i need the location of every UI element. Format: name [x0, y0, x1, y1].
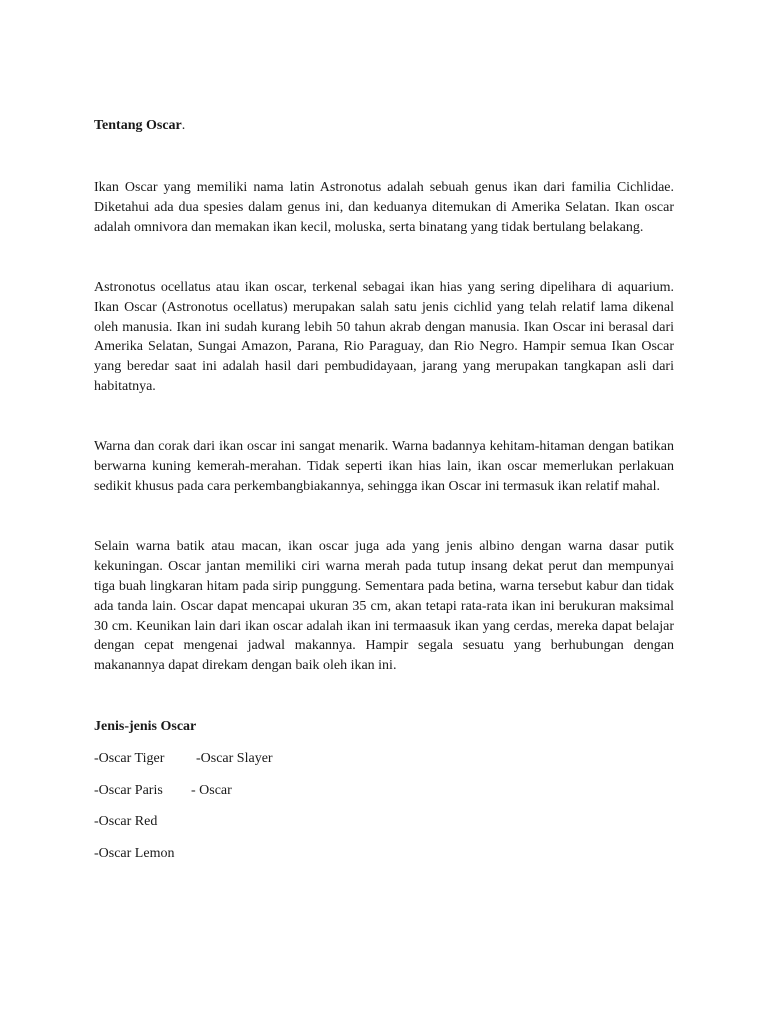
list-item: [94, 844, 674, 864]
list-item: [94, 749, 674, 769]
document-page: [94, 116, 674, 875]
list-item-col1: -Oscar Paris: [94, 782, 163, 798]
heading-tentang-oscar: [94, 116, 674, 136]
heading-jenis-jenis-oscar-text: Jenis-jenis Oscar: [94, 719, 197, 735]
list-item-col2: -Oscar Slayer: [196, 751, 273, 767]
heading-jenis-jenis-oscar: [94, 717, 674, 737]
oscar-types-list: [94, 749, 674, 864]
list-item-col1: -Oscar Tiger: [94, 751, 165, 767]
paragraph-warna-corak: Warna dan corak dari ikan oscar ini sangat menarik. Warna badannya kehitam-hitaman dengan batikan berwarna kuning kemerah-merahan. Tidak seperti ikan hias lain, ikan oscar memerlukan perlakuan sedikit khusus pada cara perkembangbiakannya, sehingga ikan Oscar ini termasuk ikan relatif mahal.: [94, 439, 674, 494]
paragraph-albino-ciri: Selain warna batik atau macan, ikan oscar juga ada yang jenis albino dengan warna dasar putik kekuningan. Oscar jantan memiliki ciri warna merah pada tutup insang dekat perut dan mempunyai tiga buah lingkaran hitam pada sirip punggung. Sementara pada betina, warna tersebut kabur dan tidak ada tanda lain. Oscar dapat mencapai ukuran 35 cm, akan tetapi rata-rata ikan ini berukuran maksimal 30 cm. Keunikan lain dari ikan oscar adalah ikan ini termaasuk ikan yang cerdas, mereka dapat belajar dengan cepat mengenai jadwal makannya. Hampir segala sesuatu yang berhubungan dengan makanannya dapat direkam dengan baik oleh ikan ini.: [94, 538, 674, 674]
paragraph-astronotus-ocellatus: Astronotus ocellatus atau ikan oscar, terkenal sebagai ikan hias yang sering dipelihara di aquarium. Ikan Oscar (Astronotus ocellatus) merupakan salah satu jenis cichlid yang telah relatif lama dikenal oleh manusia. Ikan ini sudah kurang lebih 50 tahun akrab dengan manusia. Ikan Oscar ini berasal dari Amerika Selatan, Sungai Amazon, Parana, Rio Paraguay, dan Rio Negro. Hampir semua Ikan Oscar yang beredar saat ini adalah hasil dari pembudidayaan, jarang yang merupakan tangkapan asli dari habitatnya.: [94, 279, 674, 395]
list-item: [94, 812, 674, 832]
heading-tentang-oscar-text: Tentang Oscar: [94, 118, 182, 133]
list-item: [94, 781, 674, 801]
heading-period: .: [181, 118, 186, 133]
paragraph-intro: Ikan Oscar yang memiliki nama latin Astronotus adalah sebuah genus ikan dari familia Cichlidae. Diketahui ada dua spesies dalam genus ini, dan keduanya ditemukan di Amerika Selatan. Ikan oscar adalah omnivora dan memakan ikan kecil, moluska, serta binatang yang tidak bertulang belakang.: [94, 180, 674, 235]
list-item-col1: -Oscar Lemon: [94, 845, 175, 861]
list-item-col2: - Oscar: [191, 782, 232, 798]
list-item-col1: -Oscar Red: [94, 814, 158, 830]
